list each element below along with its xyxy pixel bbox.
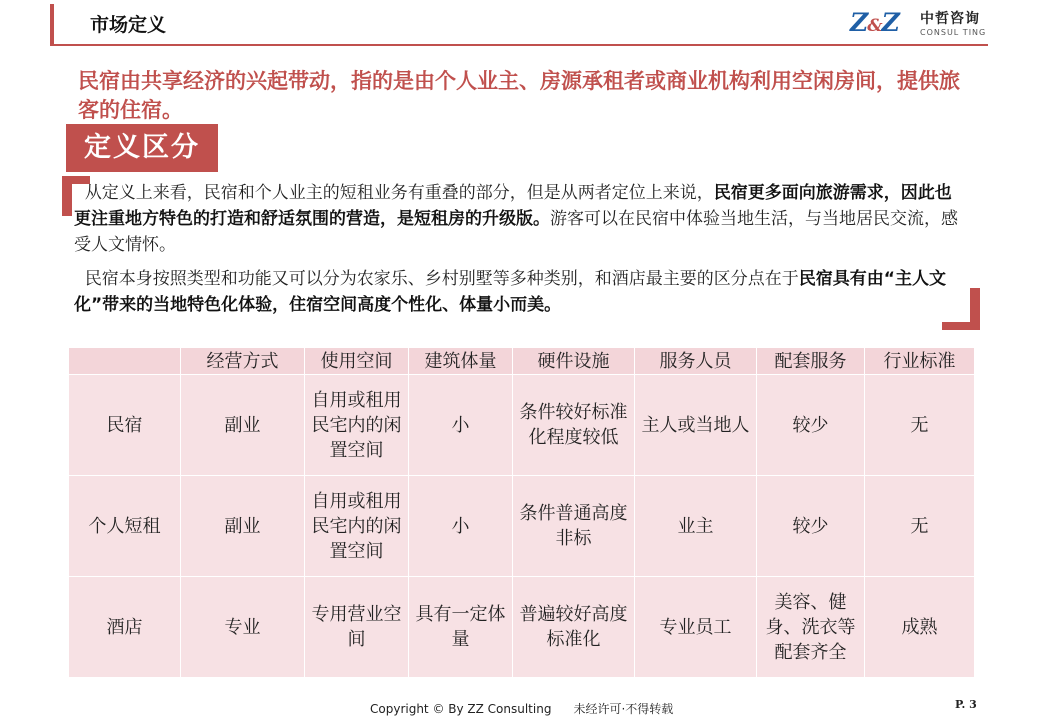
logo-mark: Z&Z [850,8,899,37]
table-cell: 条件较好标准化程度较低 [513,375,635,476]
table-cell: 副业 [181,375,305,476]
page-title: 市场定义 [90,14,167,36]
intro-statement: 民宿由共享经济的兴起带动，指的是由个人业主、房源承租者或商业机构利用空闲房间，提供旅客的住宿。 [78,69,960,122]
copyright-text: Copyright © By ZZ Consulting [370,702,552,716]
table-cell: 个人短租 [69,476,181,577]
table-cell: 小 [409,476,513,577]
table-cell: 民宿 [69,375,181,476]
table-cell: 美容、健身、洗衣等配套齐全 [757,577,865,678]
table-cell: 专业 [181,577,305,678]
comparison-table [68,347,975,678]
table-cell: 具有一定体量 [409,577,513,678]
table-header-cell: 经营方式 [181,348,305,375]
definition-paragraph-2: 民宿本身按照类型和功能又可以分为农家乐、乡村别墅等多种类别，和酒店最主要的区分点在于民宿具有由“主人文化”带来的当地特色化体验，住宿空间高度个性化、体量小而美。 [74,269,946,315]
table-header-cell: 行业标准 [865,348,975,375]
page-number: P. 3 [955,698,977,711]
table-row [69,577,975,678]
table-header-cell: 建筑体量 [409,348,513,375]
table-header-cell: 硬件设施 [513,348,635,375]
table-cell: 无 [865,476,975,577]
box-corner-bottom-right [942,322,980,330]
table-header-cell: 使用空间 [305,348,409,375]
footer [370,700,673,717]
table-row [69,375,975,476]
reprint-notice: 未经许可·不得转载 [573,702,674,716]
table-cell: 业主 [635,476,757,577]
section-title: 定义区分 [66,124,218,172]
company-logo [850,6,987,40]
table-cell: 小 [409,375,513,476]
table-cell: 无 [865,375,975,476]
table-header-cell: 服务人员 [635,348,757,375]
table-cell: 专业员工 [635,577,757,678]
table-cell: 成熟 [865,577,975,678]
table-cell: 较少 [757,476,865,577]
table-cell: 酒店 [69,577,181,678]
table-header-row [69,348,975,375]
table-cell: 专用营业空间 [305,577,409,678]
definition-text-box [74,180,966,326]
table-cell: 自用或租用民宅内的闲置空间 [305,476,409,577]
logo-name-en: CONSUL TING [920,28,987,37]
definition-paragraph-1: 从定义上来看，民宿和个人业主的短租业务有重叠的部分，但是从两者定位上来说，民宿更多面向旅游需求，因此也更注重地方特色的打造和舒适氛围的营造，是短租房的升级版。游客可以在民宿中体验当地生活，与当地居民交流，感受人文情怀。 [74,183,958,255]
table-header-cell [69,348,181,375]
table-cell: 主人或当地人 [635,375,757,476]
table-cell: 条件普通高度非标 [513,476,635,577]
table-row [69,476,975,577]
table-cell: 副业 [181,476,305,577]
table-cell: 普遍较好高度标准化 [513,577,635,678]
table-cell: 自用或租用民宅内的闲置空间 [305,375,409,476]
header-divider [50,44,988,46]
table-cell: 较少 [757,375,865,476]
logo-name-cn: 中哲咨询 [920,11,980,27]
header-accent-bar [50,4,54,46]
table-header-cell: 配套服务 [757,348,865,375]
